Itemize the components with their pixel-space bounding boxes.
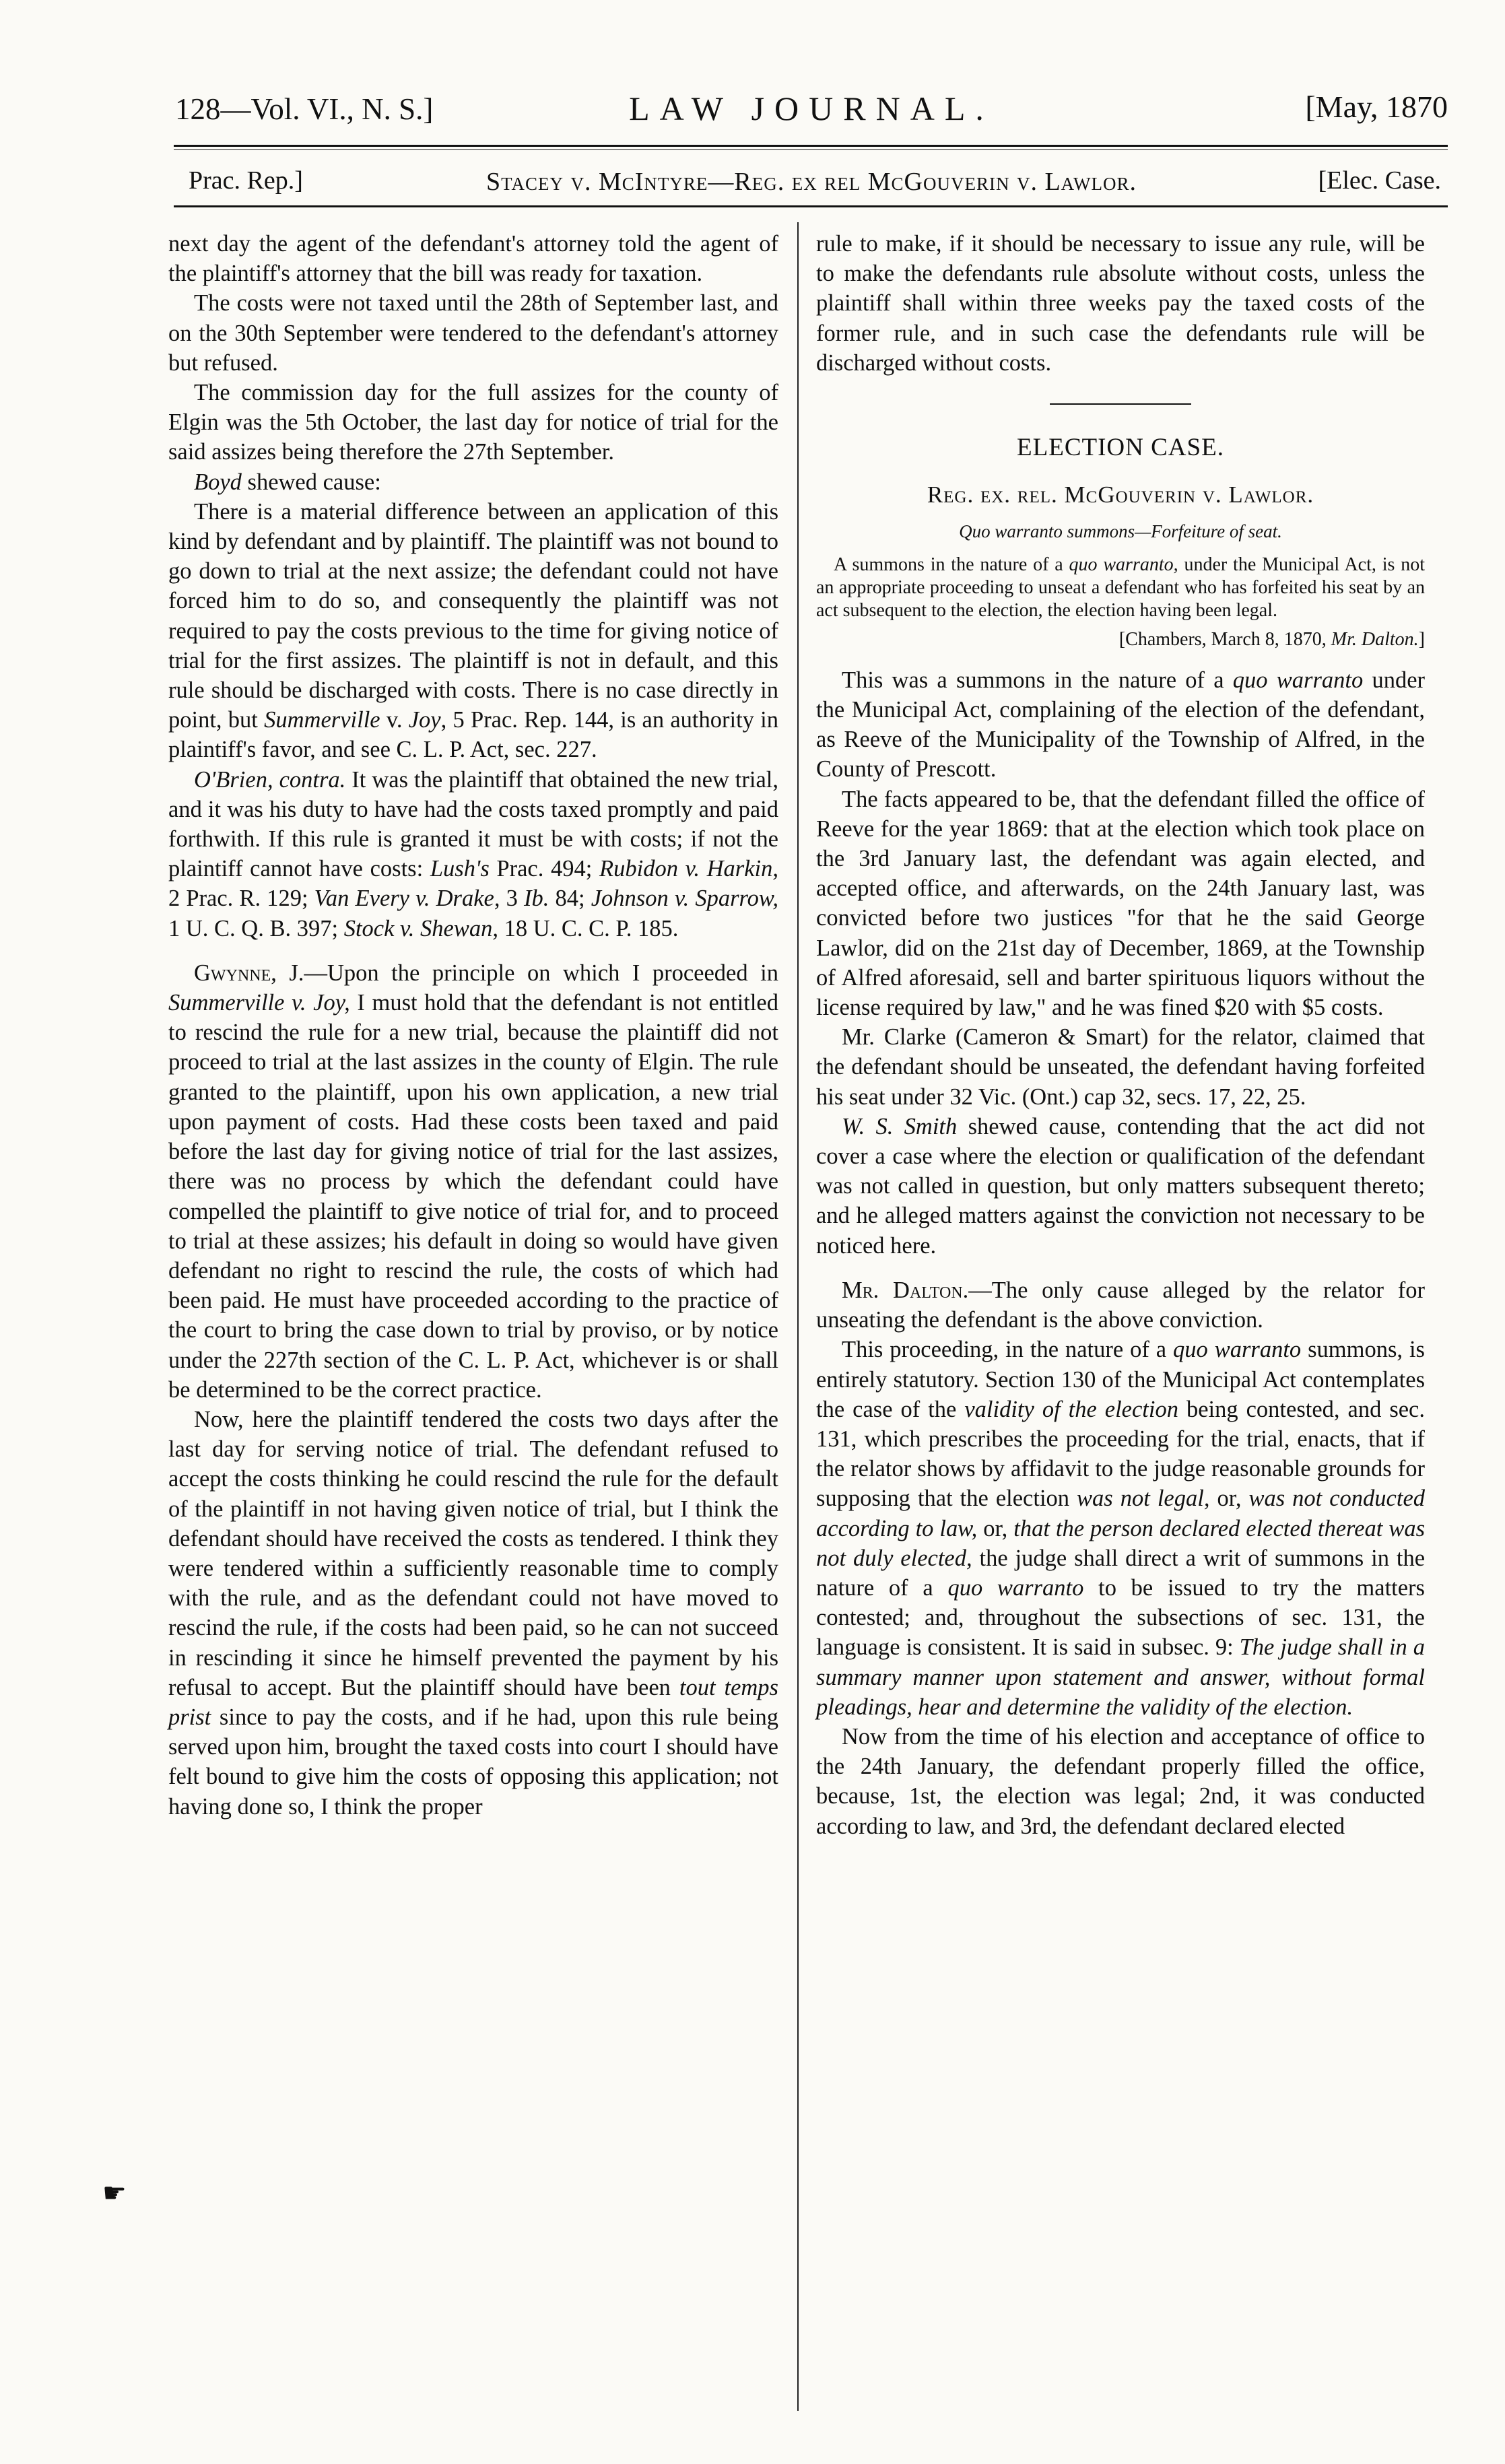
- judge-name: Mr. Dalton.: [842, 1277, 969, 1303]
- case-running-title: Stacey v. McIntyre—Reg. ex rel McGouverin v. Lawlor.: [486, 168, 1137, 196]
- right-column: [816, 229, 1425, 1841]
- counsel-name: O'Brien, contra.: [194, 766, 346, 793]
- left-column: [168, 229, 778, 1822]
- judgment-paragraph: Gwynne, J.—Upon the principle on which I proceeded in Summerville v. Joy, I must hold that the defendant is not entitled to rescind the rule for a new trial, because the plaintiff did not proceed to trial at the last assizes in the county of Elgin. The rule granted to the plaintiff, upon his own application, a new trial upon payment of costs. Had these costs been taxed and paid before the last day for giving notice of trial for the last assizes, there was no process by which the defendant could have compelled the plaintiff to give notice of trial for, and to proceed to trial at these assizes; his default in doing so would have given defendant no right to rescind the rule, the costs of which had been paid. He must have proceeded according to the practice of the court to bring the case down to trial by proviso, or by notice under the 227th section of the C. L. P. Act, whichever is or shall be determined to be the correct practice.: [168, 960, 778, 1403]
- paragraph: rule to make, if it should be necessary to issue any rule, will be to make the defendants rule absolute without costs, unless the plaintiff shall within three weeks pay the taxed costs of the former rule, and in such case the defendants rule will be discharged without costs.: [816, 231, 1425, 376]
- citation: [Chambers, March 8, 1870, Mr. Dalton.]: [1118, 628, 1425, 650]
- judge-name: Gwynne, J.: [194, 960, 304, 986]
- paragraph: Mr. Clarke (Cameron & Smart) for the relator, claimed that the defendant should be unseated, the defendant having forfeited his seat under 32 Vic. (Ont.) cap 32, secs. 17, 22, 25.: [816, 1024, 1425, 1110]
- section-label-right: [Elec. Case.: [1318, 166, 1441, 195]
- paragraph: The facts appeared to be, that the defendant filled the office of Reeve for the year 1869: that at the election which took place on the 3rd January last, the defendant was again elected, and accepted office, and afterwards, on the 24th January last, was convicted before two justices "for that he the said George Lawlor, did on the 21st day of December, 1869, at the Township of Alfred aforesaid, sell and barter spirituous liquors without the license required by law," and he was fined $20 with $5 costs.: [816, 786, 1425, 1021]
- pointing-hand-icon: ☛: [102, 2178, 127, 2208]
- header-rule-top: [174, 145, 1448, 147]
- paragraph: The commission day for the full assizes for the county of Elgin was the 5th October, the last day for notice of trial for the said assizes being therefore the 27th September.: [168, 380, 778, 465]
- section-divider: [1050, 403, 1191, 405]
- paragraph: O'Brien, contra. It was the plaintiff that obtained the new trial, and it was his duty to have had the costs taxed promptly and paid forthwith. If this rule is granted it must be with costs; if not the plaintiff cannot have costs: Lush's Prac. 494; Rubidon v. Harkin, 2 Prac. R. 129; Van Every v. Drake, 3 Ib. 84; Johnson v. Sparrow, 1 U. C. Q. B. 397; Stock v. Shewan, 18 U. C. C. P. 185.: [168, 766, 779, 941]
- paragraph: The costs were not taxed until the 28th of September last, and on the 30th September were tendered to the defendant's attorney but refused.: [168, 290, 778, 376]
- issue-date: [May, 1870: [1305, 90, 1448, 124]
- judgment-paragraph: Mr. Dalton.—The only cause alleged by the relator for unseating the defendant is the above conviction.: [816, 1277, 1425, 1333]
- column-divider: [797, 222, 799, 2411]
- headnote: A summons in the nature of a quo warranto, under the Municipal Act, is not an appropriate proceeding to unseat a defendant who has forfeited his seat by an act subsequent to the election, the election having been legal.: [816, 554, 1426, 621]
- counsel-name: W. S. Smith: [842, 1113, 958, 1139]
- subheader-rule: [174, 205, 1448, 207]
- volume-label: 128—Vol. VI., N. S.]: [175, 92, 434, 126]
- paragraph: This proceeding, in the nature of a quo warranto summons, is entirely statutory. Section 130 of the Municipal Act contemplates the case of the validity of the election being contested, and sec. 131, which prescribes the proceeding for the trial, enacts, that if the relator shows by affidavit to the judge reasonable grounds for supposing that the election was not legal, or, was not conducted according to law, or, that the person declared elected thereat was not duly elected, the judge shall direct a writ of summons in the nature of a quo warranto to be issued to try the matters contested; and, throughout the subsections of sec. 131, the language is consistent. It is said in subsec. 9: The judge shall in a summary manner upon statement and answer, without formal pleadings, hear and determine the validity of the election.: [816, 1337, 1426, 1720]
- paragraph: next day the agent of the defendant's attorney told the agent of the plaintiff's attorney that the bill was ready for taxation.: [168, 231, 778, 287]
- section-heading: ELECTION CASE.: [1017, 434, 1224, 462]
- page-header: [175, 79, 1448, 140]
- journal-title: LAW JOURNAL.: [629, 90, 994, 127]
- section-label: Prac. Rep.]: [189, 166, 303, 195]
- paragraph: Boyd shewed cause:: [194, 469, 381, 495]
- running-head: [175, 162, 1448, 202]
- paragraph: There is a material difference between an application of this kind by defendant and by plaintiff. The plaintiff was not bound to go down to trial at the next assize; the defendant could not have forced him to do so, and consequently the plaintiff was not required to pay the costs previous to the time for giving notice of trial for the first assizes. The plaintiff is not in default, and this rule should be discharged with costs. There is no case directly in point, but Summerville v. Joy, 5 Prac. Rep. 144, is an authority in plaintiff's favor, and see C. L. P. Act, sec. 227.: [168, 498, 778, 763]
- header-rule-bottom: [174, 149, 1448, 150]
- paragraph: Now, here the plaintiff tendered the costs two days after the last day for serving notice of trial. The defendant refused to accept the costs thinking he could rescind the rule for the default of the plaintiff in not having given notice of trial, but I think the defendant should have received the costs as tendered. I think they were tendered within a sufficiently reasonable time to comply with the rule, and as the defendant could not have moved to rescind the rule, if the costs had been paid, so he can not succeed in rescinding it since he himself prevented the payment by his refusal to accept. But the plaintiff should have been tout temps prist since to pay the costs, and if he had, upon this rule being served upon him, brought the taxed costs into court I should have felt bound to give him the costs of opposing this application; not having done so, I think the proper: [168, 1406, 778, 1820]
- paragraph: W. S. Smith shewed cause, contending that the act did not cover a case where the election or qualification of the defendant was not called in question, but only matters subsequent thereto; and he alleged matters against the conviction not necessary to be noticed here.: [816, 1113, 1425, 1259]
- case-subtitle: Quo warranto summons—Forfeiture of seat.: [959, 521, 1282, 542]
- counsel-name: Boyd: [194, 469, 242, 495]
- paragraph: Now from the time of his election and acceptance of office to the 24th January, the defendant properly filled the office, because, 1st, the election was legal; 2nd, it was conducted according to law, and 3rd, the defendant declared elected: [816, 1723, 1425, 1839]
- paragraph: This was a summons in the nature of a quo warranto under the Municipal Act, complaining of the election of the defendant, as Reeve of the Municipality of the Township of Alfred, in the County of Prescott.: [816, 667, 1425, 783]
- case-title: Reg. ex. rel. McGouverin v. Lawlor.: [927, 481, 1314, 508]
